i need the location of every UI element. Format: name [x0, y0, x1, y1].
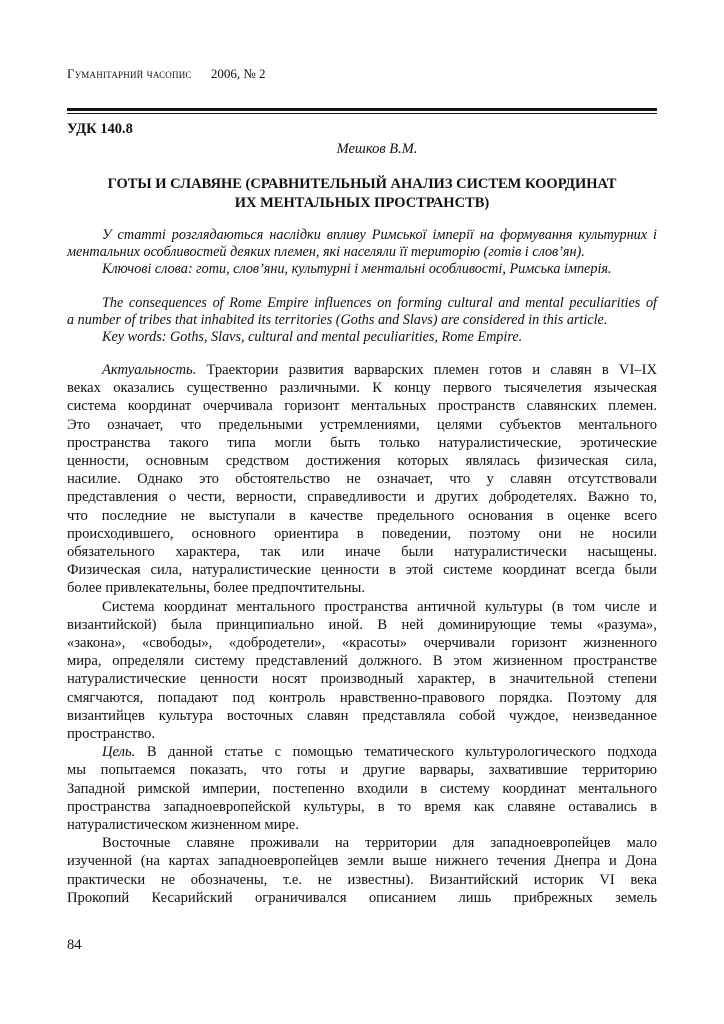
paragraph-line: происходившего, основного ориентира в поведении, поэтому они не носили: [67, 525, 657, 542]
lead-term: Цель.: [102, 744, 136, 761]
abstract-line: ментальних особливостей деяких племен, які населяли її територію (готів і слов’ян).: [67, 244, 585, 260]
paragraph-line: представления о чести, верности, справедливости и других добродетелях. Важно то,: [67, 489, 657, 506]
lead-term: Актуальность.: [102, 362, 197, 378]
paragraph-line: византийцев культура восточных славян представляла собой чуждое, неизведанное: [67, 707, 657, 724]
author: Мешков В.М.: [336, 141, 418, 157]
keywords-ua: Ключові слова: готи, слов’яни, культурні і ментальні особливості, Римська імперія.: [102, 261, 612, 277]
paragraph-line: веках оказались существенно различными. К концу первого тысячелетия языческая: [67, 380, 657, 397]
paragraph-line: система координат очерчивала горизонт ментальных пространств славянских племен.: [67, 398, 657, 415]
abstract-line: У статті розглядаються наслідки впливу Римської імперії на формування культурних і: [102, 227, 657, 243]
paragraph-line: «закона», «свободы», «добродетели», «красоты» очерчивали горизонт жизненного: [67, 635, 657, 652]
paragraph-line: обязательного характера, так или иначе были натуралистически насыщены.: [67, 544, 657, 561]
running-header: [67, 66, 266, 82]
issue-number: 2006, № 2: [210, 66, 266, 81]
abstract-ukrainian: [67, 227, 657, 278]
header-rule-thick: [67, 108, 657, 111]
paragraph-line: что последние не выступали в качестве предельного основания в оценке всего: [67, 507, 657, 524]
udk-code: УДК 140.8: [67, 121, 133, 137]
keywords-en: Key words: Goths, Slavs, cultural and mental peculiarities, Rome Empire.: [102, 329, 523, 345]
paragraph-line: [67, 361, 657, 379]
line-text: Траектории развития варварских племен готов и славян в VI–IX: [196, 362, 657, 378]
paragraph-line: Западной римской империи, постепенно входили в систему координат ментального: [67, 780, 657, 797]
paragraph-line: натуралистическом жизненном мире.: [67, 817, 299, 834]
paragraph-line: византийской) была принципиально иной. В ней доминирующие темы «разума»,: [67, 616, 657, 633]
article-body: [67, 361, 657, 907]
paragraph-line: Восточные славяне проживали на территории для западноевропейцев мало: [102, 835, 657, 852]
paragraph-line: мира, определяли систему представлений должного. В этом жизненном пространстве: [67, 653, 657, 670]
paragraph-line: ценности, основным средством достижения которых являлась физическая сила,: [67, 453, 657, 470]
paragraph-line: Прокопий Кесарийский ограничивался описанием лишь прибрежных земель: [67, 889, 657, 906]
paragraph-line: Физическая сила, натуралистические ценности в этой системе координат всегда были: [67, 562, 657, 579]
paragraph-line: Система координат ментального пространства античной культуры (в том числе и: [102, 598, 657, 615]
abstract-line: The consequences of Rome Empire influences on forming cultural and mental peculiarities of: [102, 295, 657, 311]
article-title: [67, 175, 657, 213]
paragraph-line: смягчаются, попадают под контроль нравственно-правового порядка. Поэтому для: [67, 689, 657, 706]
paragraph-line: Это означает, что предельными устремлениями, целями субъектов ментального: [67, 416, 657, 433]
paragraph-line: практически не обозначены, т.е. не известны). Византийский историк VI века: [67, 871, 657, 888]
journal-name: Гуманітарний часопис: [67, 66, 192, 81]
abstract-line: a number of tribes that inhabited its territories (Goths and Slavs) are considered in this article.: [67, 312, 608, 328]
header-rule-thin: [67, 113, 657, 114]
paragraph-line: пространства западноевропейской культуры, в то время как славяне оставались в: [67, 798, 657, 815]
paragraph-line: пространства такого типа могли быть только натуралистические, эротические: [67, 434, 657, 451]
paragraph-line: натуралистические ценности носят производный характер, в значительной степени: [67, 671, 657, 688]
line-text: В данной статье с помощью тематического культурологического подхода: [135, 744, 657, 761]
abstract-english: [67, 295, 657, 346]
title-line: ИХ МЕНТАЛЬНЫХ ПРОСТРАНСТВ): [234, 195, 490, 211]
paragraph-line: [67, 743, 657, 761]
paragraph-line: пространство.: [67, 726, 155, 743]
paragraph-line: насилие. Однако это обстоятельство не означает, что у славян отсутствовали: [67, 471, 657, 488]
paragraph-line: более привлекательны, более предпочтительны.: [67, 580, 366, 597]
paragraph-line: изученной (на картах западноевропейцев земли выше нижнего течения Днепра и Дона: [67, 853, 657, 870]
page-number: 84: [67, 937, 82, 953]
paragraph-line: мы попытаемся показать, что готы и другие варвары, захватившие территорию: [67, 762, 657, 779]
title-line: ГОТЫ И СЛАВЯНЕ (СРАВНИТЕЛЬНЫЙ АНАЛИЗ СИСТЕМ КООРДИНАТ: [107, 176, 617, 192]
